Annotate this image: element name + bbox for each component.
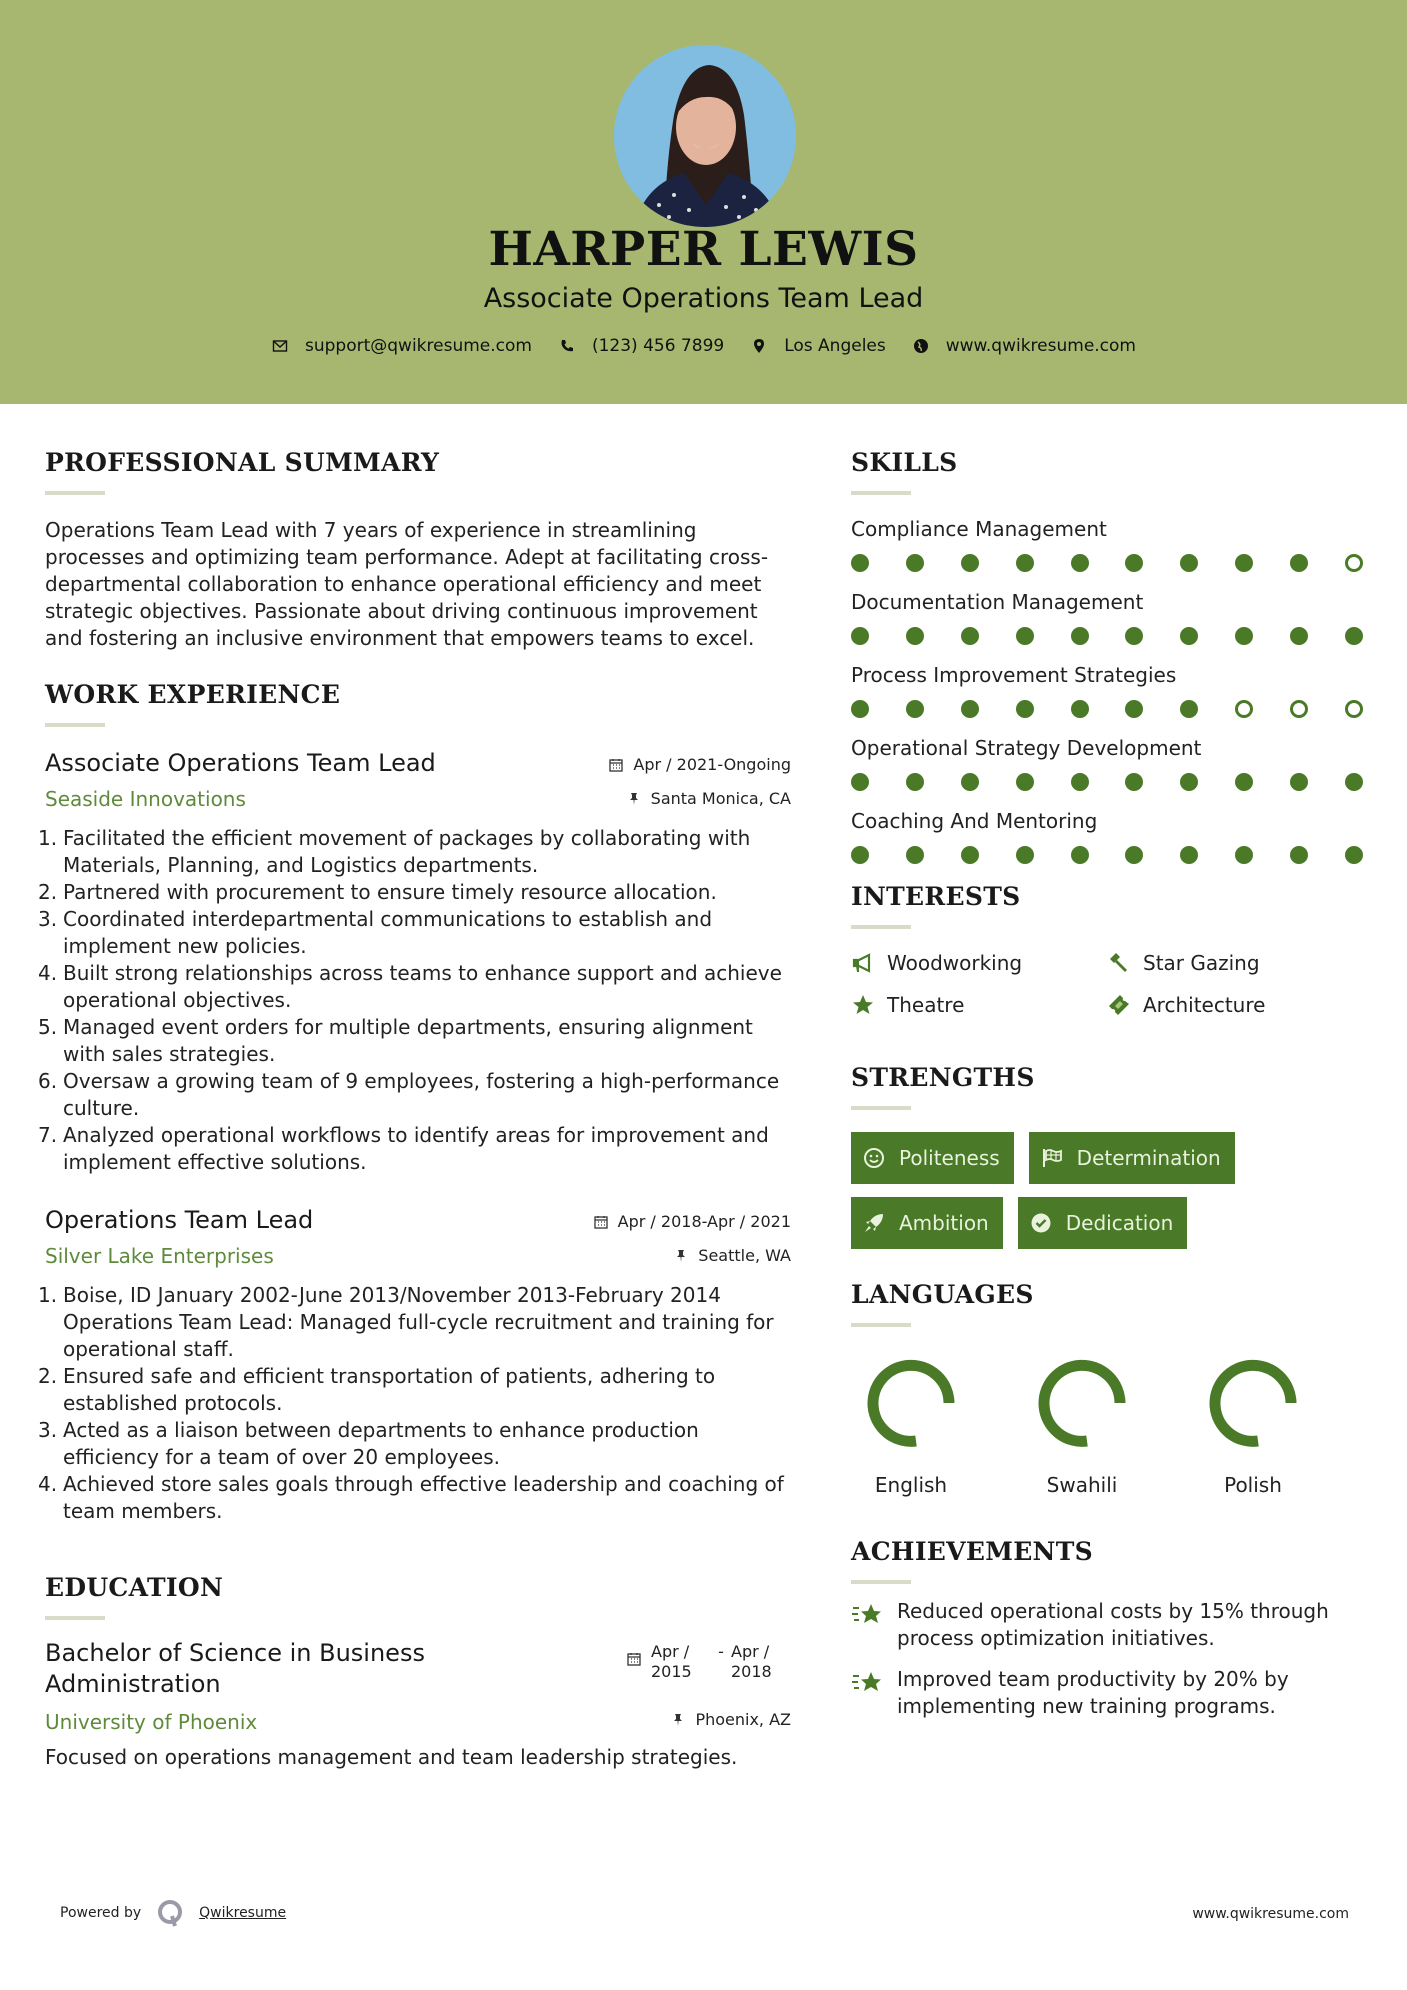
calendar-icon [594, 1215, 608, 1229]
heading-divider [851, 1323, 911, 1327]
section-heading: EDUCATION [45, 1573, 224, 1602]
filled-dot-icon [1016, 773, 1034, 791]
phone-text: (123) 456 7899 [591, 336, 725, 356]
heading-divider [851, 491, 911, 495]
check-circle-icon [1030, 1212, 1052, 1234]
filled-dot-icon [1290, 773, 1308, 791]
smile-icon [863, 1147, 885, 1169]
skills-section [851, 448, 1371, 864]
education-description: Focused on operations management and team leadership strategies. [45, 1745, 738, 1769]
filled-dot-icon [961, 846, 979, 864]
skill-item: Documentation Management [851, 590, 1371, 645]
heading-divider [851, 1106, 911, 1110]
thumbtack-icon [671, 1713, 685, 1727]
skill-rating [851, 554, 1363, 572]
empty-dot-icon [1290, 700, 1308, 718]
languages-list [851, 1355, 1371, 1497]
language-item: Polish [1193, 1355, 1313, 1497]
email-text: support@qwikresume.com [305, 336, 532, 356]
envelope-icon [271, 337, 289, 355]
strengths-list [851, 1132, 1371, 1262]
filled-dot-icon [851, 627, 869, 645]
globe-icon [912, 337, 930, 355]
calendar-icon [627, 1652, 641, 1666]
resume-header [0, 0, 1407, 404]
star-icon [851, 993, 875, 1017]
strength-badge: Politeness [851, 1132, 1014, 1184]
job-dates: Apr / 2021-Ongoing [609, 755, 791, 774]
phone-icon [558, 337, 576, 355]
filled-dot-icon [1290, 846, 1308, 864]
filled-dot-icon [1071, 627, 1089, 645]
education-section [45, 1573, 791, 1771]
rocket-icon [863, 1212, 885, 1234]
filled-dot-icon [1345, 773, 1363, 791]
summary-text: Operations Team Lead with 7 years of experience in streamlining processes and optimizing team performance. Adept at facilitating cross-departmental collaboration to enhance operational efficiency and meet strategic objectives. Passionate about driving continuous improvement and fostering an inclusive environment that empowers teams to excel. [45, 518, 769, 650]
filled-dot-icon [1290, 554, 1308, 572]
heading-divider [45, 723, 105, 727]
candidate-title: Associate Operations Team Lead [483, 283, 924, 314]
filled-dot-icon [1016, 700, 1034, 718]
job-location: Santa Monica, CA [627, 789, 791, 808]
job-title: Associate Operations Team Lead [45, 749, 436, 777]
list-item: 6. Oversaw a growing team of 9 employees, fostering a high-performance culture. [38, 1069, 780, 1120]
filled-dot-icon [1125, 846, 1143, 864]
filled-dot-icon [1235, 846, 1253, 864]
filled-dot-icon [961, 627, 979, 645]
contact-website[interactable] [912, 336, 1136, 356]
list-item: 1. Boise, ID January 2002-June 2013/November 2013-February 2014 Operations Team Lead: Managed full-cycle recruitment and training for operational staff. [38, 1283, 774, 1361]
profile-photo [614, 45, 796, 227]
strengths-section [851, 1063, 1371, 1262]
filled-dot-icon [1016, 627, 1034, 645]
filled-dot-icon [1071, 554, 1089, 572]
filled-dot-icon [1180, 773, 1198, 791]
list-item: 4. Achieved store sales goals through effective leadership and coaching of team members. [38, 1472, 784, 1523]
skill-item: Operational Strategy Development [851, 736, 1371, 791]
list-item: 5. Managed event orders for multiple departments, ensuring alignment with sales strategies. [38, 1015, 753, 1066]
skill-item: Compliance Management [851, 517, 1371, 572]
thumbtack-icon [674, 1249, 688, 1263]
gavel-icon [1107, 951, 1131, 975]
job-entry [38, 1206, 791, 1525]
filled-dot-icon [1125, 627, 1143, 645]
filled-dot-icon [851, 700, 869, 718]
section-heading: STRENGTHS [851, 1063, 1035, 1092]
filled-dot-icon [961, 554, 979, 572]
filled-dot-icon [1016, 846, 1034, 864]
filled-dot-icon [1125, 554, 1143, 572]
interest-item: Architecture [1107, 993, 1363, 1017]
section-heading: WORK EXPERIENCE [45, 680, 341, 709]
school-name: University of Phoenix [45, 1710, 258, 1734]
filled-dot-icon [961, 700, 979, 718]
education-entry [45, 1638, 791, 1771]
right-column [851, 448, 1371, 1720]
section-heading: SKILLS [851, 448, 958, 477]
contact-location [750, 336, 886, 356]
filled-dot-icon [1125, 773, 1143, 791]
empty-dot-icon [1345, 554, 1363, 572]
filled-dot-icon [906, 700, 924, 718]
skill-item: Coaching And Mentoring [851, 809, 1371, 864]
skill-rating [851, 627, 1363, 645]
education-location: Phoenix, AZ [671, 1710, 791, 1729]
footer-url[interactable]: www.qwikresume.com [1192, 1906, 1349, 1922]
shooting-star-icon [851, 1600, 885, 1630]
skills-list [851, 517, 1371, 864]
education-dates: Apr / 2015 - Apr / 2018 [627, 1642, 791, 1682]
calendar-icon [609, 758, 623, 772]
empty-dot-icon [1235, 700, 1253, 718]
thumbtack-icon [627, 792, 641, 806]
filled-dot-icon [1235, 773, 1253, 791]
heading-divider [851, 925, 911, 929]
summary-section [45, 448, 791, 652]
company-name: Seaside Innovations [45, 787, 246, 811]
list-item: 2. Ensured safe and efficient transportation of patients, adhering to established protocols. [38, 1364, 716, 1415]
list-item: 7. Analyzed operational workflows to identify areas for improvement and implement effective solutions. [38, 1123, 769, 1174]
language-progress-ring [863, 1355, 959, 1451]
language-progress-ring [1205, 1355, 1301, 1451]
languages-section [851, 1280, 1371, 1497]
footer-powered-by: Powered by Qwikresume [60, 1898, 286, 1928]
filled-dot-icon [1180, 627, 1198, 645]
filled-dot-icon [851, 554, 869, 572]
job-entry [38, 749, 791, 1176]
skill-rating [851, 773, 1363, 791]
contact-email[interactable] [271, 336, 532, 356]
filled-dot-icon [1345, 627, 1363, 645]
filled-dot-icon [1016, 554, 1034, 572]
filled-dot-icon [906, 773, 924, 791]
filled-dot-icon [1180, 700, 1198, 718]
company-name: Silver Lake Enterprises [45, 1244, 274, 1268]
achievements-list [851, 1598, 1371, 1720]
achievement-item: Improved team productivity by 20% by implementing new training programs. [851, 1666, 1371, 1720]
interest-item: Woodworking [851, 951, 1107, 975]
filled-dot-icon [1235, 554, 1253, 572]
strength-badge: Dedication [1018, 1197, 1188, 1249]
filled-dot-icon [1125, 700, 1143, 718]
skill-item: Process Improvement Strategies [851, 663, 1371, 718]
location-text: Los Angeles [784, 336, 886, 356]
job-bullets [38, 825, 791, 1176]
section-heading: LANGUAGES [851, 1280, 1034, 1309]
filled-dot-icon [851, 846, 869, 864]
filled-dot-icon [1180, 846, 1198, 864]
qwikresume-logo-icon [155, 1898, 185, 1928]
filled-dot-icon [1345, 846, 1363, 864]
interest-item: Theatre [851, 993, 1107, 1017]
filled-dot-icon [851, 773, 869, 791]
experience-section [38, 680, 791, 1525]
job-location: Seattle, WA [674, 1246, 791, 1265]
heading-divider [45, 491, 105, 495]
interest-item: Star Gazing [1107, 951, 1363, 975]
filled-dot-icon [1071, 846, 1089, 864]
language-progress-ring [1034, 1355, 1130, 1451]
job-bullets [38, 1282, 791, 1525]
degree-title: Bachelor of Science in Business Administration [45, 1639, 425, 1698]
filled-dot-icon [1071, 700, 1089, 718]
bullhorn-icon [851, 951, 875, 975]
achievements-section [851, 1537, 1371, 1720]
skill-rating [851, 846, 1363, 864]
list-item: 2. Partnered with procurement to ensure timely resource allocation. [38, 880, 717, 904]
website-text: www.qwikresume.com [945, 336, 1136, 356]
list-item: 1. Facilitated the efficient movement of packages by collaborating with Materials, Planning, and Logistics departments. [38, 826, 751, 877]
filled-dot-icon [1071, 773, 1089, 791]
list-item: 4. Built strong relationships across teams to enhance support and achieve operational objectives. [38, 961, 782, 1012]
language-item: English [851, 1355, 971, 1497]
filled-dot-icon [906, 554, 924, 572]
heading-divider [45, 1616, 105, 1620]
skill-rating [851, 700, 1363, 718]
list-item: 3. Coordinated interdepartmental communications to establish and implement new policies. [38, 907, 713, 958]
portrait-image [614, 45, 796, 227]
filled-dot-icon [1290, 627, 1308, 645]
filled-dot-icon [1235, 627, 1253, 645]
strength-badge: Ambition [851, 1197, 1003, 1249]
contact-phone[interactable] [558, 336, 724, 356]
section-heading: INTERESTS [851, 882, 1021, 911]
qwikresume-link[interactable]: Qwikresume [199, 1905, 287, 1921]
contact-row [0, 336, 1407, 356]
filled-dot-icon [961, 773, 979, 791]
heading-divider [851, 1580, 911, 1584]
ticket-icon [1107, 993, 1131, 1017]
section-heading: PROFESSIONAL SUMMARY [45, 448, 440, 477]
flag-checkered-icon [1041, 1147, 1063, 1169]
strength-badge: Determination [1029, 1132, 1235, 1184]
candidate-name: HARPER LEWIS [488, 222, 919, 277]
language-item: Swahili [1022, 1355, 1142, 1497]
filled-dot-icon [906, 627, 924, 645]
section-heading: ACHIEVEMENTS [851, 1537, 1093, 1566]
left-column [38, 448, 791, 1771]
interests-list [851, 951, 1371, 1017]
filled-dot-icon [1180, 554, 1198, 572]
list-item: 3. Acted as a liaison between departments to enhance production efficiency for a team of over 20 employees. [38, 1418, 699, 1469]
shooting-star-icon [851, 1668, 885, 1698]
achievement-item: Reduced operational costs by 15% through process optimization initiatives. [851, 1598, 1371, 1652]
job-title: Operations Team Lead [45, 1206, 314, 1234]
filled-dot-icon [906, 846, 924, 864]
interests-section [851, 882, 1371, 1017]
map-pin-icon [750, 337, 768, 355]
job-dates: Apr / 2018-Apr / 2021 [594, 1212, 791, 1231]
empty-dot-icon [1345, 700, 1363, 718]
